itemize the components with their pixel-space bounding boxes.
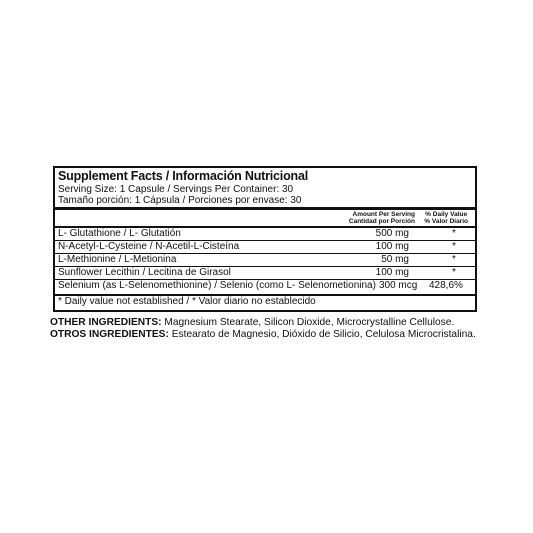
nutrient-row [55,228,475,240]
other-ingredients [50,317,480,341]
amount-per-serving-header [349,211,415,225]
nutrient-dv: * [452,254,456,265]
nutrient-name: N-Acetyl-L-Cysteine / N-Acetil-L-Cisteína [58,241,240,252]
nutrient-amount: 100 mg [375,241,409,252]
nutrient-dv: * [452,228,456,239]
dv-header-es: % Valor Diario [424,218,468,225]
nutrient-name [58,280,417,292]
serving-size-en: Serving Size: 1 Capsule / Servings Per Container: 30 [58,184,294,195]
nutrient-amount: 100 mg [375,267,409,278]
other-ingredients-label-es: OTROS INGREDIENTES: [50,329,169,340]
nutrient-row [55,267,475,279]
other-ingredients-text-es: Estearato de Magnesio, Dióxido de Silicio, Celulosa Microcristalina. [171,329,476,340]
nutrient-name: L-Methionine / L-Metionina [58,254,177,265]
nutrient-amount: 500 mg [375,228,409,239]
nutrient-name: Sunflower Lecithin / Lecitina de Girasol [58,267,231,278]
daily-value-header [424,211,468,225]
thick-divider [55,207,475,210]
nutrient-row [55,254,475,266]
nutrient-amount: 50 mg [381,254,409,265]
nutrient-name-text: Selenium (as L-Selenomethionine) / Selenio (como L- Selenometionina) [58,280,376,291]
nutrient-dv: 428,6% [429,280,463,291]
serving-size-es: Tamaño porción: 1 Cápsula / Porciones por envase: 30 [58,195,302,206]
nutrient-name: L- Glutathione / L- Glutatión [58,228,181,239]
nutrient-amount: 300 mcg [378,280,418,291]
nutrient-dv: * [452,267,456,278]
nutrient-row [55,241,475,253]
amount-header-en: Amount Per Serving [352,211,415,218]
footnote: * Daily value not established / * Valor diario no establecido [58,296,316,307]
other-ingredients-label-en: OTHER INGREDIENTS: [50,317,162,328]
nutrient-dv: * [452,241,456,252]
amount-header-es: Cantidad por Porción [348,218,415,225]
facts-title: Supplement Facts / Información Nutricional [58,169,308,183]
dv-header-en: % Daily Value [425,211,468,218]
nutrient-row [55,280,475,292]
other-ingredients-text-en: Magnesium Stearate, Silicon Dioxide, Microcrystalline Cellulose. [164,317,455,328]
supplement-facts-panel [53,166,477,312]
